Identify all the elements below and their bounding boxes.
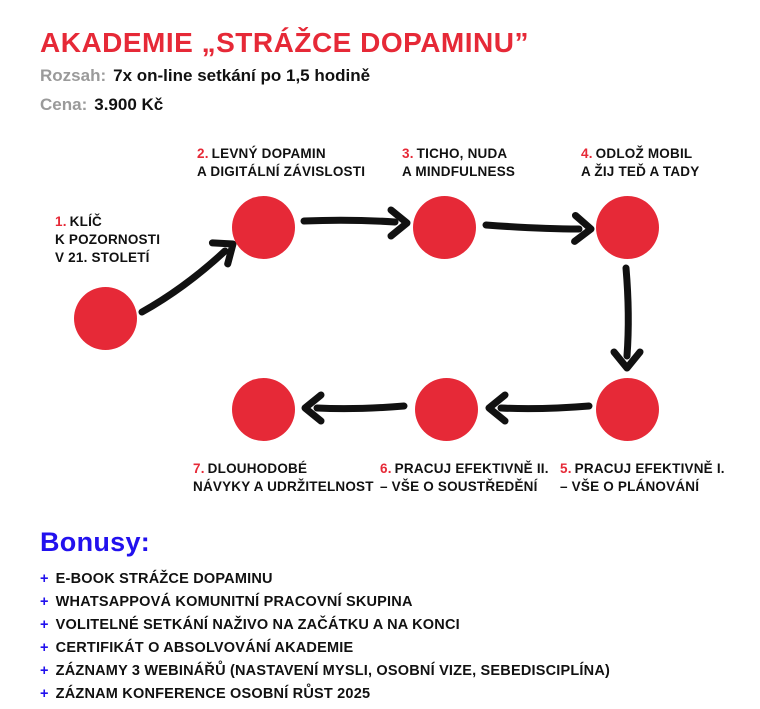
step-number: 5. — [560, 461, 572, 476]
plus-icon: + — [40, 617, 49, 633]
step-4-circle — [596, 196, 659, 259]
bonus-item: + ZÁZNAMY 3 WEBINÁŘŮ (NASTAVENÍ MYSLI, OSOBNÍ VIZE, SEBEDISCIPLÍNA) — [40, 663, 611, 679]
step-number: 3. — [402, 146, 414, 161]
bonus-list — [40, 568, 610, 706]
bonus-item: + E-BOOK STRÁŽCE DOPAMINU — [40, 571, 273, 587]
step-4-label: 4. ODLOŽ MOBIL A ŽIJ TEĎ A TADY — [581, 146, 700, 179]
step-6-circle — [415, 378, 478, 441]
plus-icon: + — [40, 594, 49, 610]
bonuses-heading: Bonusy: — [40, 527, 151, 557]
step-2-label: 2. LEVNÝ DOPAMIN A DIGITÁLNÍ ZÁVISLOSTI — [197, 146, 366, 179]
step-5-label: 5. PRACUJ EFEKTIVNĚ I. – VŠE O PLÁNOVÁNÍ — [560, 461, 725, 494]
bonus-item: + ZÁZNAM KONFERENCE OSOBNÍ RŮST 2025 — [40, 686, 371, 702]
step-1-label: 1. KLÍČ K POZORNOSTI V 21. STOLETÍ — [55, 214, 161, 265]
step-number: 7. — [193, 461, 205, 476]
arrow-step2-to-step3 — [304, 210, 407, 236]
step-number: 4. — [581, 146, 593, 161]
plus-icon: + — [40, 686, 49, 702]
scope-label: Rozsah: — [40, 66, 107, 85]
step-7-label: 7. DLOUHODOBÉ NÁVYKY A UDRŽITELNOST — [193, 461, 374, 494]
bonuses-section — [40, 527, 610, 706]
step-7-circle — [232, 378, 295, 441]
price-label: Cena: — [40, 95, 88, 114]
price-value: 3.900 Kč — [94, 95, 164, 114]
plus-icon: + — [40, 571, 49, 587]
step-number: 2. — [197, 146, 209, 161]
step-3-circle — [413, 196, 476, 259]
step-number: 6. — [380, 461, 392, 476]
step-5-circle — [596, 378, 659, 441]
arrow-step3-to-step4 — [486, 215, 591, 242]
step-1-circle — [74, 287, 137, 350]
plus-icon: + — [40, 640, 49, 656]
step-number: 1. — [55, 214, 67, 229]
arrow-step5-to-step6 — [489, 395, 589, 421]
bonus-item: + CERTIFIKÁT O ABSOLVOVÁNÍ AKADEMIE — [40, 640, 354, 656]
arrow-step6-to-step7 — [305, 395, 404, 421]
page-title: AKADEMIE „STRÁŽCE DOPAMINU” — [40, 27, 529, 58]
step-6-label: 6. PRACUJ EFEKTIVNĚ II. – VŠE O SOUSTŘEDĚNÍ — [380, 461, 549, 494]
step-3-label: 3. TICHO, NUDA A MINDFULNESS — [402, 146, 516, 179]
arrow-step4-to-step5 — [614, 268, 640, 368]
bonus-item: + WHATSAPPOVÁ KOMUNITNÍ PRACOVNÍ SKUPINA — [40, 594, 413, 610]
step-2-circle — [232, 196, 295, 259]
bonus-item: + VOLITELNÉ SETKÁNÍ NAŽIVO NA ZAČÁTKU A NA KONCI — [40, 617, 460, 633]
plus-icon: + — [40, 663, 49, 679]
scope-value: 7x on-line setkání po 1,5 hodině — [113, 66, 371, 85]
